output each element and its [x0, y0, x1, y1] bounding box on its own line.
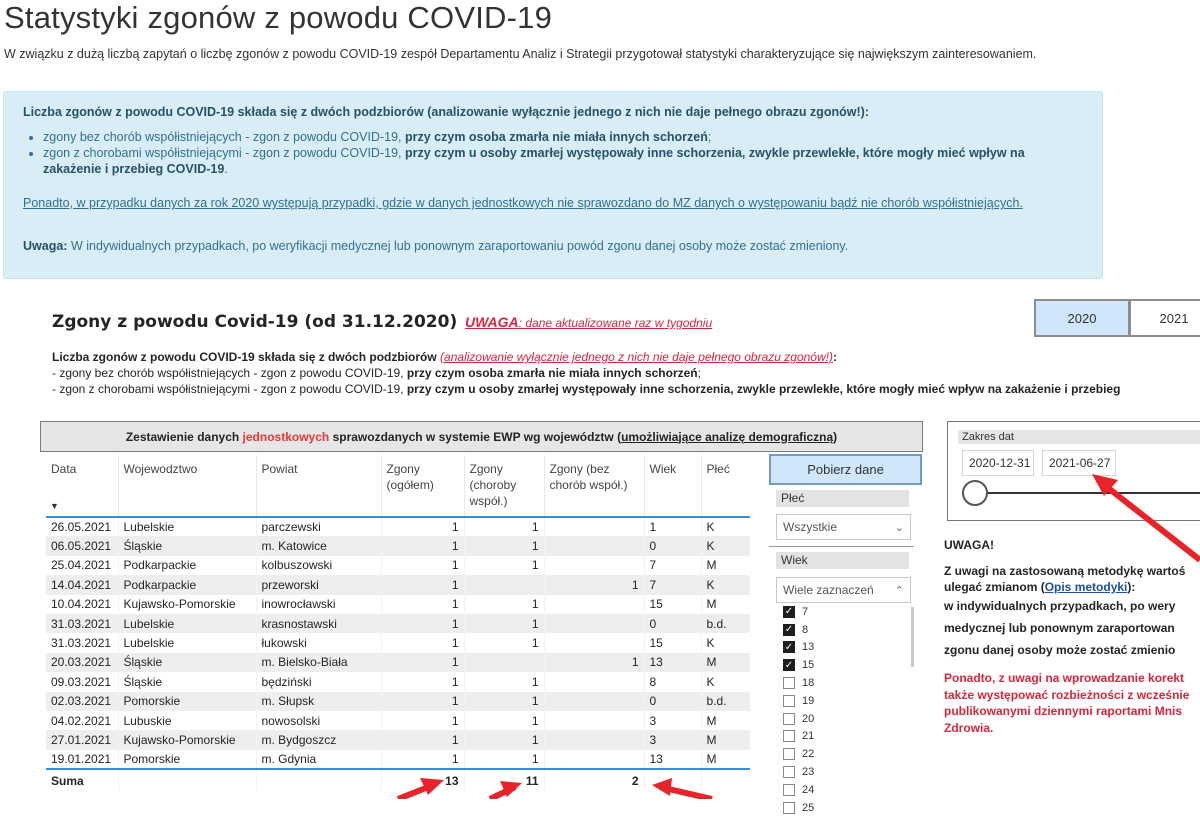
table-cell: K [701, 517, 750, 536]
desc-line-2-bold: przy czym u osoby zmarłej występowały inne schorzenia, zwykle przewlekłe, które mogły mieć wpływ na zakażenie i przebieg [406, 382, 1121, 396]
table-heading-end: ) [833, 429, 838, 444]
wiek-option-label: 13 [802, 641, 815, 654]
table-row[interactable] [46, 595, 750, 614]
wiek-option[interactable] [783, 710, 913, 728]
bullet-1-bold: przy czym osoba zmarła nie miała innych schorzeń [405, 130, 708, 144]
column-header[interactable]: Zgony (ogółem) [381, 455, 464, 517]
table-row[interactable] [46, 517, 750, 536]
sum-cell [256, 769, 381, 791]
table-cell: 1 [381, 633, 464, 652]
table-heading-link: umożliwiające analizę demograficzną [621, 429, 834, 444]
table-cell: kolbuszowski [256, 556, 381, 575]
checkbox-icon[interactable] [783, 784, 795, 796]
wiek-option-label: 20 [802, 712, 815, 725]
table-cell [464, 575, 544, 594]
table-cell: 1 [464, 692, 544, 711]
table-cell [544, 633, 644, 652]
date-slider-handle[interactable] [962, 480, 988, 506]
table-cell: 1 [544, 575, 644, 594]
wiek-scrollbar[interactable] [911, 607, 914, 667]
wiek-option-label: 23 [802, 766, 815, 779]
table-cell: 8 [644, 672, 701, 691]
table-cell: M [701, 595, 750, 614]
wiek-option[interactable] [783, 603, 913, 621]
notes-line-5: zgonu danej osoby może zostać zmienio [944, 643, 1176, 657]
table-heading-mid: sprawozdanych w systemie EWP wg województw ( [332, 429, 622, 444]
table-cell: 1 [464, 556, 544, 575]
table-cell: 1 [464, 536, 544, 555]
notes-line-1: Z uwagi na zastosowaną metodykę wartoś [944, 564, 1186, 578]
table-cell [544, 750, 644, 769]
notes-line-3: w indywidualnych przypadkach, po wery [944, 599, 1176, 613]
sum-cell: 11 [464, 769, 544, 791]
table-cell: 31.03.2021 [46, 614, 118, 633]
table-cell: 1 [381, 575, 464, 594]
table-cell: 1 [381, 730, 464, 749]
info-bullets [23, 129, 1083, 177]
correction-notes [944, 670, 1189, 736]
table-cell: przeworski [256, 575, 381, 594]
table-cell: 1 [381, 653, 464, 672]
plec-slicer [769, 485, 914, 543]
date-range-slicer [947, 421, 1200, 521]
table-cell: 0 [644, 614, 701, 633]
table-cell: 1 [464, 633, 544, 652]
table-cell: 7 [644, 556, 701, 575]
table-cell: będziński [256, 672, 381, 691]
table-row[interactable] [46, 556, 750, 575]
sum-cell [644, 769, 701, 791]
info-lead-red: (analizowanie wyłącznie jednego z nich nie daje pełnego obrazu zgonów!): [427, 105, 869, 119]
table-cell: Lubelskie [118, 517, 256, 536]
table-cell: 09.03.2021 [46, 672, 118, 691]
table-cell: M [701, 750, 750, 769]
column-header[interactable]: Zgony (bez chorób współ.) [544, 455, 644, 517]
wiek-option[interactable] [783, 728, 913, 746]
table-cell: Kujawsko-Pomorskie [118, 730, 256, 749]
table-sum-row [46, 769, 750, 791]
wiek-option-label: 8 [802, 623, 809, 636]
table-row[interactable] [46, 614, 750, 633]
table-cell: Lubelskie [118, 614, 256, 633]
table-cell: 1 [464, 730, 544, 749]
info-uwaga-text: W indywidualnych przypadkach, po weryfikacji medycznej lub ponownym zaraportowaniu powód zgonu danej osoby może zostać zmieniony. [70, 239, 849, 253]
table-cell: parczewski [256, 517, 381, 536]
wiek-option-label: 19 [802, 694, 815, 707]
wiek-option-label: 7 [802, 605, 809, 618]
red-line-3: publikowanymi dziennymi raportami Mnis [944, 704, 1183, 718]
table-cell [464, 653, 544, 672]
info-lead [23, 104, 869, 120]
table-cell: 1 [464, 672, 544, 691]
table-cell [544, 614, 644, 633]
bullet-1-normal: zgony bez chorób współistniejących - zgon z powodu COVID-19, [43, 130, 402, 144]
table-cell: Kujawsko-Pomorskie [118, 595, 256, 614]
desc-line-1-end: ; [697, 366, 701, 380]
wiek-option[interactable] [783, 692, 913, 710]
table-cell: Pomorskie [118, 692, 256, 711]
table-row[interactable] [46, 692, 750, 711]
checkbox-checked-icon[interactable]: ✓ [784, 606, 794, 618]
sum-cell: Suma [46, 769, 118, 791]
bullet-2-end: . [224, 162, 228, 176]
table-row[interactable] [46, 633, 750, 652]
wiek-option[interactable] [783, 781, 913, 799]
notes-uwaga: UWAGA! [944, 538, 994, 552]
update-note-rest: : dane aktualizowane raz w tygodniu [518, 316, 713, 330]
column-header[interactable]: Wiek [644, 455, 701, 517]
table-cell: 1 [381, 750, 464, 769]
table-cell: 02.03.2021 [46, 692, 118, 711]
bullet-2-normal: zgon z chorobami współistniejącymi - zgon z powodu COVID-19, [43, 146, 402, 160]
table-cell: nowosolski [256, 711, 381, 730]
table-cell: 1 [464, 595, 544, 614]
table-cell: Lubuskie [118, 711, 256, 730]
table-row[interactable] [46, 672, 750, 691]
info-link-2020[interactable]: Ponadto, w przypadku danych za rok 2020 występują przypadki, gdzie w danych jednostkowych nie sprawozdano do MZ danych o występowaniu bądź nie chorób współistniejących. [23, 196, 1023, 210]
table-cell: Podkarpackie [118, 575, 256, 594]
table-cell: łukowski [256, 633, 381, 652]
table-cell: 1 [381, 556, 464, 575]
checkbox-icon[interactable] [783, 713, 795, 725]
table-cell: 1 [464, 711, 544, 730]
wiek-slicer [769, 546, 914, 814]
column-header[interactable]: Płeć [701, 455, 750, 517]
table-cell [544, 556, 644, 575]
table-cell: 04.02.2021 [46, 711, 118, 730]
table-cell [544, 536, 644, 555]
table-cell [544, 517, 644, 536]
table-cell: Śląskie [118, 653, 256, 672]
wiek-option-label: 25 [802, 801, 815, 814]
info-uwaga [23, 238, 848, 254]
table-cell: M [701, 711, 750, 730]
desc-colon: : [832, 350, 837, 364]
wiek-option-label: 22 [802, 748, 815, 761]
report-title: Zgony z powodu Covid-19 (od 31.12.2020) [52, 312, 458, 332]
red-line-1: Ponadto, z uwagi na wprowadzanie korekt [944, 671, 1185, 685]
table-cell: 26.05.2021 [46, 517, 118, 536]
wiek-option[interactable] [783, 621, 913, 639]
wiek-options [783, 603, 913, 817]
wiek-value: Wiele zaznaczeń [783, 583, 874, 597]
date-start-input[interactable]: 2020-12-31 [962, 450, 1034, 476]
update-note-bold: UWAGA [465, 314, 519, 330]
table-cell: 7 [644, 575, 701, 594]
table-cell: 15 [644, 595, 701, 614]
methodology-notes [944, 536, 1185, 660]
table-heading-pre: Zestawienie danych [125, 429, 240, 444]
table-row[interactable] [46, 750, 750, 769]
sum-cell: 13 [381, 769, 464, 791]
table-cell [544, 692, 644, 711]
report-description [52, 349, 1120, 397]
table-cell: 1 [381, 536, 464, 555]
info-lead-bold: Liczba zgonów z powodu COVID-19 składa się z dwóch podzbiorów [23, 105, 424, 119]
wiek-dropdown[interactable] [776, 577, 911, 603]
download-data-button[interactable]: Pobierz dane [769, 454, 922, 485]
table-cell: 15 [644, 633, 701, 652]
red-line-4: Zdrowia. [944, 720, 994, 735]
table-cell: 14.04.2021 [46, 575, 118, 594]
wiek-option-label: 15 [802, 659, 815, 672]
wiek-option[interactable] [783, 745, 913, 763]
table-cell: K [701, 633, 750, 652]
info-box [3, 91, 1103, 279]
intro-text: W związku z dużą liczbą zapytań o liczbę zgonów z powodu COVID-19 zespół Departamentu Analiz i Strategii przygotował statystyki charakteryzujące się największym zainteresowaniem. [4, 47, 1037, 61]
checkbox-icon[interactable] [783, 677, 795, 689]
checkbox-icon[interactable] [783, 766, 795, 778]
table-cell: 1 [644, 517, 701, 536]
table-cell: m. Katowice [256, 536, 381, 555]
column-header[interactable]: Wojewodztwo [118, 455, 256, 517]
table-cell: 0 [644, 692, 701, 711]
wiek-option[interactable] [783, 763, 913, 781]
table-cell: krasnostawski [256, 614, 381, 633]
table-row[interactable] [46, 711, 750, 730]
wiek-option[interactable] [783, 799, 913, 817]
wiek-option[interactable] [783, 656, 913, 674]
table-cell: K [701, 672, 750, 691]
table-cell: Podkarpackie [118, 556, 256, 575]
table-cell: b.d. [701, 692, 750, 711]
bullet-2-bold: przy czym u osoby zmarłej występowały inne schorzenia, zwykle przewlekłe, które mogły mieć wpływ na zakażenie i przebieg COVID-19 [43, 146, 1025, 176]
table-cell: m. Bydgoszcz [256, 730, 381, 749]
table-heading [40, 421, 923, 452]
table-cell: 10.04.2021 [46, 595, 118, 614]
table-row[interactable] [46, 536, 750, 555]
info-uwaga-label: Uwaga: [23, 239, 68, 253]
sum-cell [701, 769, 750, 791]
column-header[interactable]: Data ▼ [46, 455, 118, 517]
wiek-label: Wiek [776, 552, 909, 569]
table-cell: 1 [381, 614, 464, 633]
table-cell: 1 [381, 711, 464, 730]
notes-line-4: medycznej lub ponownym zaraportowan [944, 621, 1175, 635]
table-cell: Śląskie [118, 672, 256, 691]
table-cell: 20.03.2021 [46, 653, 118, 672]
wiek-option-label: 18 [802, 677, 815, 690]
table-cell: 1 [464, 614, 544, 633]
info-bullet-2 [43, 145, 1083, 177]
table-cell: 06.05.2021 [46, 536, 118, 555]
table-cell [544, 595, 644, 614]
red-line-2: także występować rozbieżności z wcześnie [944, 687, 1190, 702]
table-cell [544, 672, 644, 691]
date-range-label: Zakres dat [958, 430, 1200, 444]
notes-line-2-post: ): [1127, 580, 1136, 594]
table-cell: 1 [464, 750, 544, 769]
chevron-down-icon: ⌄ [894, 521, 904, 534]
notes-line-2-pre: ulegać zmianom ( [944, 580, 1045, 594]
wiek-option-label: 21 [802, 730, 815, 743]
bullet-1-end: ; [707, 130, 712, 144]
table-cell: 1 [544, 653, 644, 672]
desc-line-1: - zgony bez chorób współistniejących - zgon z powodu COVID-19, [52, 366, 404, 380]
table-cell: 13 [644, 653, 701, 672]
table-cell: 25.04.2021 [46, 556, 118, 575]
table-cell: 1 [381, 692, 464, 711]
checkbox-icon[interactable] [783, 802, 795, 814]
wiek-option-label: 24 [802, 783, 815, 796]
checkbox-checked-icon[interactable]: ✓ [784, 624, 794, 636]
wiek-option[interactable] [783, 639, 913, 657]
column-header[interactable]: Zgony (choroby współ.) [464, 455, 544, 517]
table-cell: m. Bielsko-Biała [256, 653, 381, 672]
plec-dropdown[interactable] [776, 514, 911, 540]
methodology-link[interactable]: Opis metodyki [1044, 580, 1128, 594]
desc-line-1-bold: przy czym osoba zmarła nie miała innych schorzeń [406, 366, 698, 380]
sum-cell [118, 769, 256, 791]
sort-descending-icon[interactable]: ▼ [50, 501, 59, 511]
year-button-2020[interactable]: 2020 [1034, 299, 1130, 337]
table-cell [544, 730, 644, 749]
table-cell [544, 711, 644, 730]
column-header[interactable]: Powiat [256, 455, 381, 517]
update-note [465, 314, 712, 330]
table-cell: 19.01.2021 [46, 750, 118, 769]
page-title: Statystyki zgonów z powodu COVID-19 [4, 0, 553, 35]
table-cell: Śląskie [118, 536, 256, 555]
table-cell: m. Gdynia [256, 750, 381, 769]
desc-line-2: - zgon z chorobami współistniejącymi - zgon z powodu COVID-19, [52, 382, 404, 396]
plec-value: Wszystkie [783, 520, 837, 534]
table-cell: 3 [644, 730, 701, 749]
table-cell: 1 [381, 517, 464, 536]
table-cell: m. Słupsk [256, 692, 381, 711]
table-cell: M [701, 653, 750, 672]
table-cell: 1 [464, 517, 544, 536]
table-cell: inowrocławski [256, 595, 381, 614]
chevron-up-icon: ⌃ [894, 584, 904, 597]
table-row[interactable] [46, 730, 750, 749]
sum-cell: 2 [544, 769, 644, 791]
date-end-input[interactable]: 2021-06-27 [1042, 450, 1116, 476]
table-cell: 0 [644, 536, 701, 555]
date-slider-track[interactable] [973, 492, 1200, 494]
table-cell: M [701, 730, 750, 749]
table-row[interactable] [46, 575, 750, 594]
table-cell: K [701, 536, 750, 555]
checkbox-icon[interactable] [783, 730, 795, 742]
deaths-table [46, 455, 750, 791]
info-bullet-1 [43, 129, 1083, 145]
checkbox-icon[interactable] [783, 748, 795, 760]
table-cell: Lubelskie [118, 633, 256, 652]
desc-red: (analizowanie wyłącznie jednego z nich nie daje pełnego obrazu zgonów!) [440, 350, 833, 364]
checkbox-icon[interactable] [783, 695, 795, 707]
table-cell: 1 [381, 595, 464, 614]
table-cell: K [701, 575, 750, 594]
wiek-option[interactable] [783, 674, 913, 692]
plec-label: Płeć [776, 490, 909, 507]
table-cell: M [701, 556, 750, 575]
table-cell: 13 [644, 750, 701, 769]
year-button-2021[interactable]: 2021 [1129, 299, 1200, 337]
table-cell: 3 [644, 711, 701, 730]
checkbox-checked-icon[interactable]: ✓ [784, 659, 794, 671]
table-heading-red: jednostkowych [242, 429, 330, 444]
table-cell: b.d. [701, 614, 750, 633]
desc-bold: Liczba zgonów z powodu COVID-19 składa się z dwóch podzbiorów [52, 350, 437, 364]
table-cell: 31.03.2021 [46, 633, 118, 652]
table-cell: 1 [381, 672, 464, 691]
table-row[interactable] [46, 653, 750, 672]
checkbox-checked-icon[interactable]: ✓ [784, 641, 794, 653]
table-cell: 27.01.2021 [46, 730, 118, 749]
table-cell: Pomorskie [118, 750, 256, 769]
